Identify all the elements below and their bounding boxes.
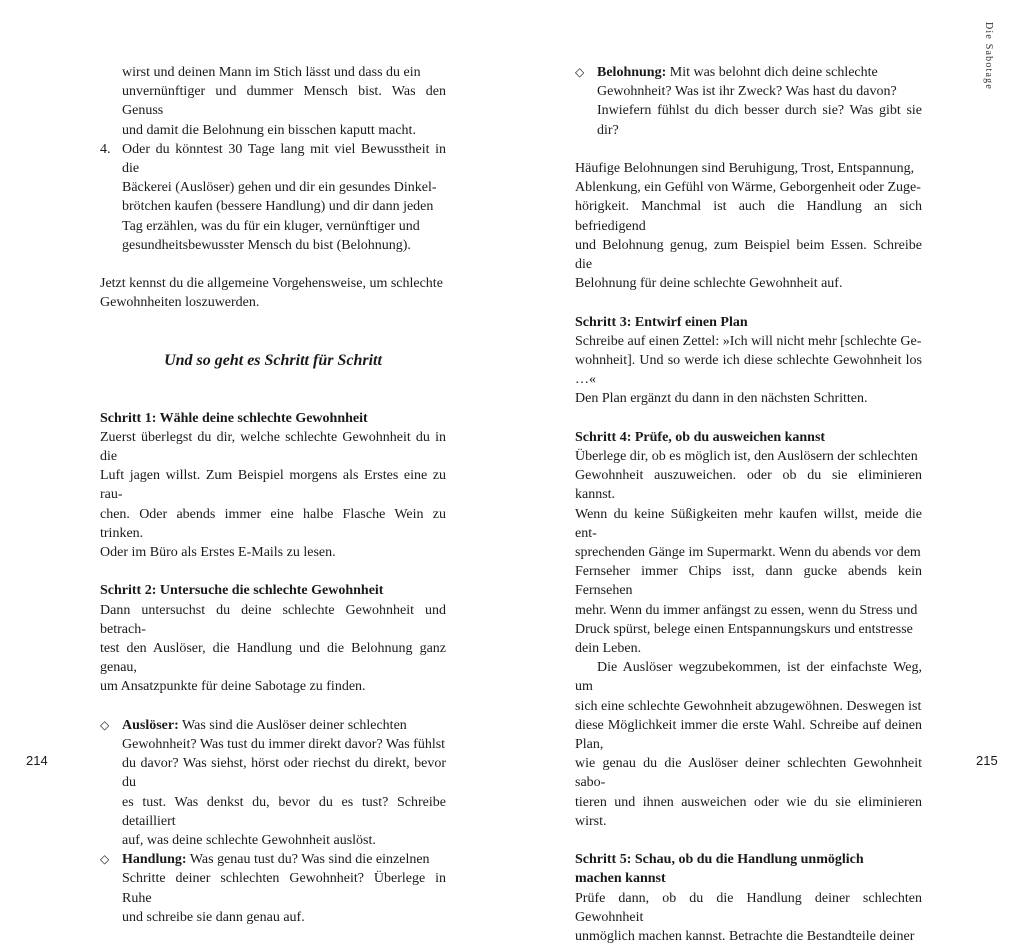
bullet-ausloeser [100, 716, 446, 850]
left-page [0, 0, 510, 925]
text-line: du davor? Was siehst, hörst oder riechst du direkt, bevor du [122, 756, 446, 791]
text-line: wie genau du die Auslöser deiner schlechten Gewohnheit sabo- [575, 756, 922, 791]
text-line: und Belohnung genug, zum Beispiel beim Essen. Schreibe die [575, 237, 922, 273]
text-line: Zuerst überlegst du dir, welche schlechte Gewohnheit du in die [100, 429, 446, 464]
text-line: Gewohnheit? Was ist ihr Zweck? Was hast du davon? [597, 84, 897, 100]
text-line: Gewohnheit auszuweichen. oder ob du sie eliminieren kannst. [575, 468, 922, 503]
text-line: auf, was deine schlechte Gewohnheit auslöst. [122, 833, 376, 849]
text-line: Was sind die Auslöser deiner schlechten [178, 717, 407, 733]
page-number: 215 [976, 753, 998, 768]
text-line: sich eine schlechte Gewohnheit abzugewöhnen. Deswegen ist [575, 698, 922, 714]
text-line: wirst und deinen Mann im Stich lässt und dass du ein [122, 65, 421, 80]
text-line: Jetzt kennst du die allgemeine Vorgehensweise, um schlechte [100, 276, 443, 292]
text-line: dein Leben. [575, 641, 642, 657]
text-line: Oder du könntest 30 Tage lang mit viel Bewusstheit in die [122, 141, 446, 177]
list-number: 4. [100, 141, 111, 157]
text-line: wohnheit]. Und so werde ich diese schlechte Gewohnheit los …« [575, 353, 922, 388]
text-line: Wenn du keine Süßigkeiten mehr kaufen willst, meide die ent- [575, 506, 922, 541]
left-text-column [100, 63, 446, 927]
text-line: unvernünftiger und dummer Mensch bist. Was den Genuss [122, 84, 446, 119]
text-line: Gewohnheit? Was tust du immer direkt davor? Was fühlst [122, 737, 446, 752]
right-text-column [575, 63, 922, 946]
text-line: gesundheitsbewusster Mensch du bist (Belohnung). [122, 237, 411, 253]
text-line: Belohnung für deine schlechte Gewohnheit auf. [575, 276, 843, 292]
diamond-bullet-icon: ◇ [575, 65, 585, 79]
step-5-title: Schritt 5: Schau, ob du die Handlung unmöglich [575, 852, 864, 868]
text-line: um Ansatzpunkte für deine Sabotage zu finden. [100, 679, 366, 695]
page-number: 214 [26, 753, 48, 768]
step-2-title: Schritt 2: Untersuche die schlechte Gewohnheit [100, 583, 384, 599]
text-line: Oder im Büro als Erstes E-Mails zu lesen. [100, 545, 336, 560]
text-line: Mit was belohnt dich deine schlechte [666, 65, 878, 80]
text-line: Prüfe dann, ob du die Handlung deiner schlechten Gewohnheit [575, 890, 922, 925]
text-line: Dann untersuchst du deine schlechte Gewohnheit und betrach- [100, 602, 446, 637]
text-line: test den Auslöser, die Handlung und die Belohnung ganz genau, [100, 641, 446, 676]
step-5-title-cont: machen kannst [575, 871, 666, 887]
text-line: hörigkeit. Manchmal ist auch die Handlung an sich befriedigend [575, 199, 922, 234]
right-page [510, 0, 1020, 945]
list-continuation [100, 63, 446, 140]
text-line: Die Auslöser wegzubekommen, ist der einfachste Weg, um [575, 660, 922, 695]
text-line: chen. Oder abends immer eine halbe Flasche Wein zu trinken. [100, 506, 446, 541]
text-line: Ablenkung, ein Gefühl von Wärme, Geborgenheit oder Zuge- [575, 180, 921, 196]
text-line: Häufige Belohnungen sind Beruhigung, Trost, Entspannung, [575, 161, 915, 176]
text-line: Luft jagen willst. Zum Beispiel morgens als Erstes eine zu rau- [100, 468, 446, 503]
text-line: und damit die Belohnung ein bisschen kaputt macht. [122, 122, 416, 138]
diamond-bullet-icon: ◇ [100, 717, 110, 732]
text-line: Druck spürst, belege einen Entspannungskurs und entstresse [575, 621, 913, 637]
bullet-label: Belohnung: [597, 65, 667, 80]
bullet-label: Handlung: [122, 852, 187, 868]
step-4-title: Schritt 4: Prüfe, ob du ausweichen kannst [575, 429, 826, 445]
text-line: Schritte deiner schlechten Gewohnheit? Überlege in Ruhe [122, 871, 446, 906]
step-1-title: Schritt 1: Wähle deine schlechte Gewohnheit [100, 410, 368, 426]
text-line: es tust. Was denkst du, bevor du es tust? Schreibe detailliert [122, 794, 446, 829]
text-line: Fernseher immer Chips isst, dann gucke abends kein Fernsehen [575, 564, 922, 599]
text-line: unmöglich machen kannst. Betrachte die Bestandteile deiner [575, 929, 915, 945]
text-line: sprechenden Gänge im Supermarkt. Wenn du abends vor dem [575, 545, 921, 561]
text-line: Bäckerei (Auslöser) gehen und dir ein gesundes Dinkel- [122, 180, 437, 196]
section-heading: Und so geht es Schritt für Schritt [164, 352, 382, 369]
text-line: Was genau tust du? Was sind die einzelnen [186, 852, 430, 868]
text-line: und schreibe sie dann genau auf. [122, 909, 305, 925]
text-line: Schreibe auf einen Zettel: »Ich will nicht mehr [schlechte Ge- [575, 333, 922, 349]
text-line: mehr. Wenn du immer anfängst zu essen, wenn du Stress und [575, 602, 918, 618]
bullet-belohnung [575, 63, 922, 140]
text-line: Den Plan ergänzt du dann in den nächsten Schritten. [575, 391, 868, 407]
text-line: diese Möglichkeit immer die erste Wahl. Schreibe auf deinen Plan, [575, 717, 922, 753]
text-line: Tag erzählen, was du für ein kluger, vernünftiger und [122, 218, 420, 234]
bullet-label: Auslöser: [122, 717, 179, 733]
list-item-4 [100, 140, 446, 255]
text-line: Überlege dir, ob es möglich ist, den Auslösern der schlechten [575, 449, 918, 465]
text-line: tieren und ihnen ausweichen oder wie du sie eliminieren wirst. [575, 794, 922, 829]
text-line: Inwiefern fühlst du dich besser durch sie? Was gibt sie dir? [597, 103, 922, 138]
text-line: brötchen kaufen (bessere Handlung) und dir dann jeden [122, 199, 434, 215]
step-3-title: Schritt 3: Entwirf einen Plan [575, 314, 748, 330]
bullet-handlung [100, 850, 446, 927]
running-head: Die Sabotage [983, 22, 994, 90]
text-line: Gewohnheiten loszuwerden. [100, 295, 260, 311]
diamond-bullet-icon: ◇ [100, 852, 110, 867]
